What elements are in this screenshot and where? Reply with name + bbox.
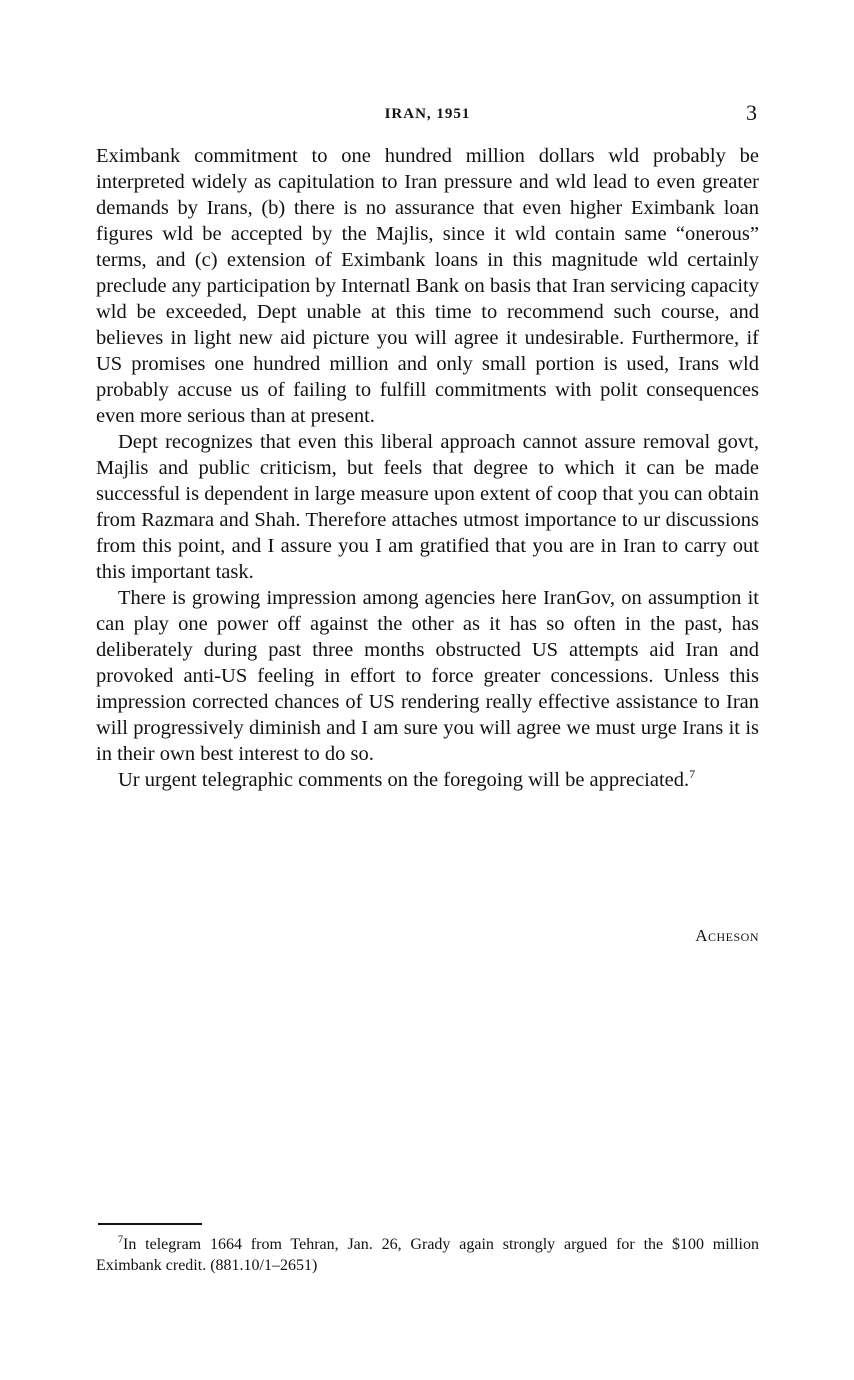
footnote-text: In telegram 1664 from Tehran, Jan. 26, Grady again strongly argued for the $100 million Eximbank credit. (881.10/1–2651): [96, 1236, 759, 1274]
footnote-marker: 7: [118, 1234, 123, 1246]
footnote-reference: 7: [689, 767, 696, 782]
paragraph-2: Dept recognizes that even this liberal approach cannot assure removal govt, Majlis and public criticism, but feels that degree to which it can be made successful is dependent in large measure upon extent of coop that you can obtain from Razmara and Shah. Therefore attaches utmost importance to ur discussions from this point, and I assure you I am gratified that you are in Iran to carry out this important task.: [96, 431, 759, 583]
paragraph-4: [96, 767, 759, 793]
running-title: IRAN, 1951: [384, 106, 471, 122]
paragraph-4-text: Ur urgent telegraphic comments on the foregoing will be appreciated.: [118, 769, 690, 791]
paragraph-1: Eximbank commitment to one hundred million dollars wld probably be interpreted widely as capitulation to Iran pressure and wld lead to even greater demands by Irans, (b) there is no assurance that even higher Eximbank loan figures wld be accepted by the Majlis, since it wld contain same “onerous” terms, and (c) extension of Eximbank loans in this magnitude wld certainly preclude any participation by Internatl Bank on basis that Iran servicing capacity wld be exceeded, Dept unable at this time to recommend such course, and believes in light new aid picture you will agree it undesirable. Furthermore, if US promises one hundred million and only small portion is used, Irans wld probably accuse us of failing to fulfill commitments with polit consequences even more serious than at present.: [96, 145, 759, 427]
signature: Acheson: [695, 926, 759, 945]
paragraph-3: There is growing impression among agencies here IranGov, on assumption it can play one power off against the other as it has so often in the past, has deliberately during past three months obstructed US attempts aid Iran and provoked anti-US feeling in effort to force greater concessions. Unless this impression corrected chances of US rendering really effective assistance to Iran will progressively diminish and I am sure you will agree we must urge Irans it is in their own best interest to do so.: [96, 587, 759, 765]
footnote: [96, 1234, 759, 1276]
page-number: 3: [746, 100, 757, 125]
body-text: [96, 143, 759, 793]
footnote-divider: [98, 1223, 202, 1225]
document-page: [96, 0, 759, 1380]
footnote-paragraph: [96, 1234, 759, 1276]
running-head: [96, 100, 759, 130]
